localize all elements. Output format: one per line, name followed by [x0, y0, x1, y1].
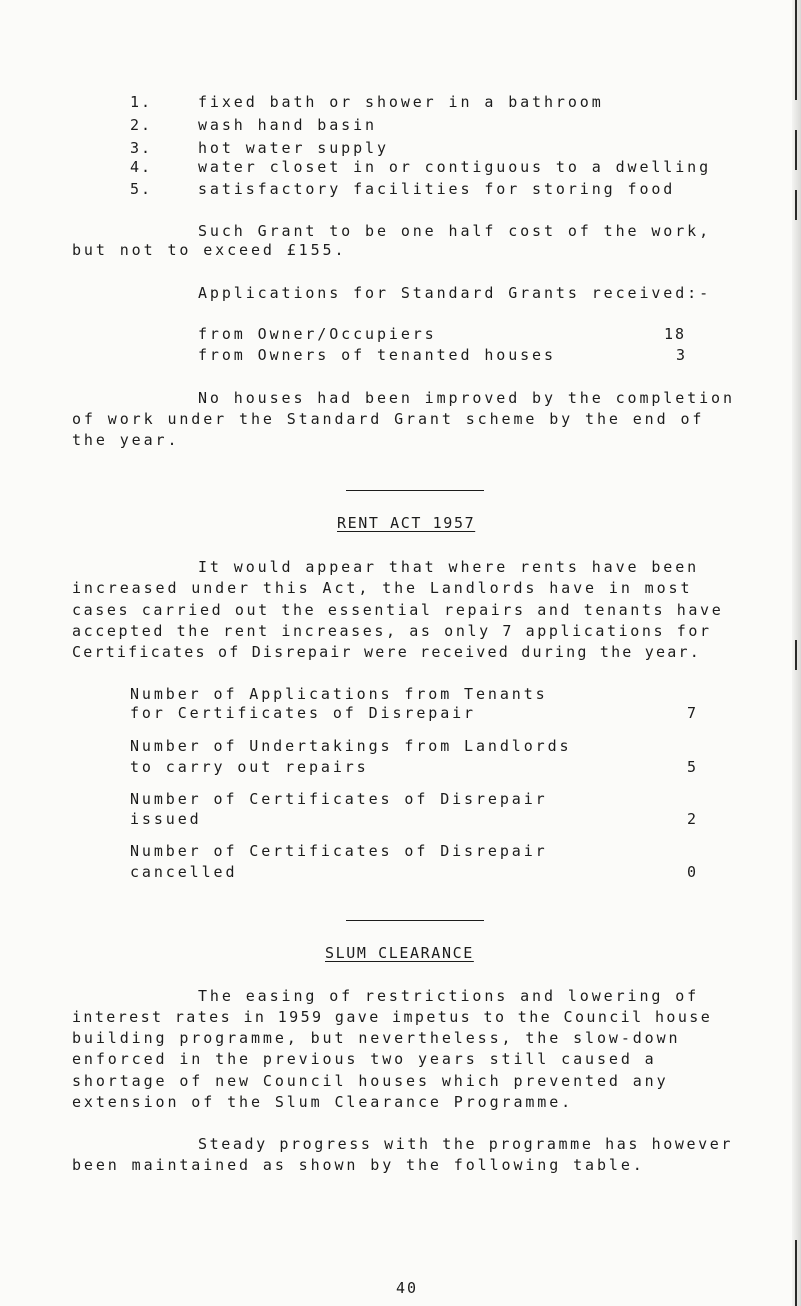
stat-label: cancelled: [130, 863, 238, 881]
stat-label: Number of Certificates of Disrepair: [130, 790, 548, 808]
improved-paragraph-line: No houses had been improved by the completion: [198, 389, 735, 407]
slum-paragraph-line: shortage of new Council houses which prevented any: [72, 1072, 669, 1090]
slum-paragraph-line: Steady progress with the programme has however: [198, 1135, 734, 1153]
list-item-text: wash hand basin: [198, 116, 377, 134]
applications-row-value: 18: [664, 325, 687, 343]
applications-row-label: from Owner/Occupiers: [198, 325, 437, 343]
list-item-text: water closet in or contiguous to a dwelling: [198, 158, 712, 176]
list-item-text: satisfactory facilities for storing food: [198, 180, 676, 198]
rent-act-paragraph-line: Certificates of Disrepair were received during the year.: [72, 643, 701, 661]
list-item-number: 1.: [130, 93, 153, 111]
stat-label: to carry out repairs: [130, 758, 369, 776]
slum-paragraph-line: extension of the Slum Clearance Programme.: [72, 1093, 574, 1111]
slum-clearance-title: SLUM CLEARANCE: [325, 944, 474, 962]
stat-label: Number of Certificates of Disrepair: [130, 842, 548, 860]
applications-heading: Applications for Standard Grants received:-: [198, 284, 712, 302]
slum-paragraph-line: The easing of restrictions and lowering of: [198, 987, 700, 1005]
stat-label: issued: [130, 810, 202, 828]
improved-paragraph-line: the year.: [72, 431, 180, 449]
section-divider: [346, 920, 484, 921]
rent-act-paragraph-line: It would appear that where rents have been: [198, 558, 700, 576]
rent-act-title: RENT ACT 1957: [337, 514, 476, 532]
stat-value: 7: [687, 704, 699, 722]
applications-row-value: 3: [676, 346, 688, 364]
list-item-number: 5.: [130, 180, 153, 198]
section-divider: [346, 490, 484, 491]
list-item-number: 2.: [130, 116, 153, 134]
stat-label: Number of Undertakings from Landlords: [130, 737, 572, 755]
rent-act-paragraph-line: accepted the rent increases, as only 7 applications for: [72, 622, 712, 640]
stat-value: 2: [687, 810, 699, 828]
rent-act-paragraph-line: increased under this Act, the Landlords have in most: [72, 579, 693, 597]
list-item-number: 3.: [130, 139, 153, 157]
list-item-number: 4.: [130, 158, 153, 176]
improved-paragraph-line: of work under the Standard Grant scheme by the end of: [72, 410, 705, 428]
stat-value: 5: [687, 758, 699, 776]
grant-note-line: but not to exceed £155.: [72, 241, 347, 259]
slum-paragraph-line: enforced in the previous two years still caused a: [72, 1050, 657, 1068]
grant-note-line: Such Grant to be one half cost of the work,: [198, 222, 712, 240]
slum-paragraph-line: building programme, but nevertheless, the slow-down: [72, 1029, 681, 1047]
slum-paragraph-line: been maintained as shown by the following table.: [72, 1156, 645, 1174]
stat-label: for Certificates of Disrepair: [130, 704, 476, 722]
stat-label: Number of Applications from Tenants: [130, 685, 548, 703]
stat-value: 0: [687, 863, 699, 881]
applications-row-label: from Owners of tenanted houses: [198, 346, 556, 364]
list-item-text: hot water supply: [198, 139, 389, 157]
rent-act-paragraph-line: cases carried out the essential repairs and tenants have: [72, 601, 724, 619]
page-edge-shadow: [792, 0, 801, 1306]
page-number: 40: [396, 1279, 419, 1297]
slum-paragraph-line: interest rates in 1959 gave impetus to the Council house: [72, 1008, 713, 1026]
list-item-text: fixed bath or shower in a bathroom: [198, 93, 604, 111]
